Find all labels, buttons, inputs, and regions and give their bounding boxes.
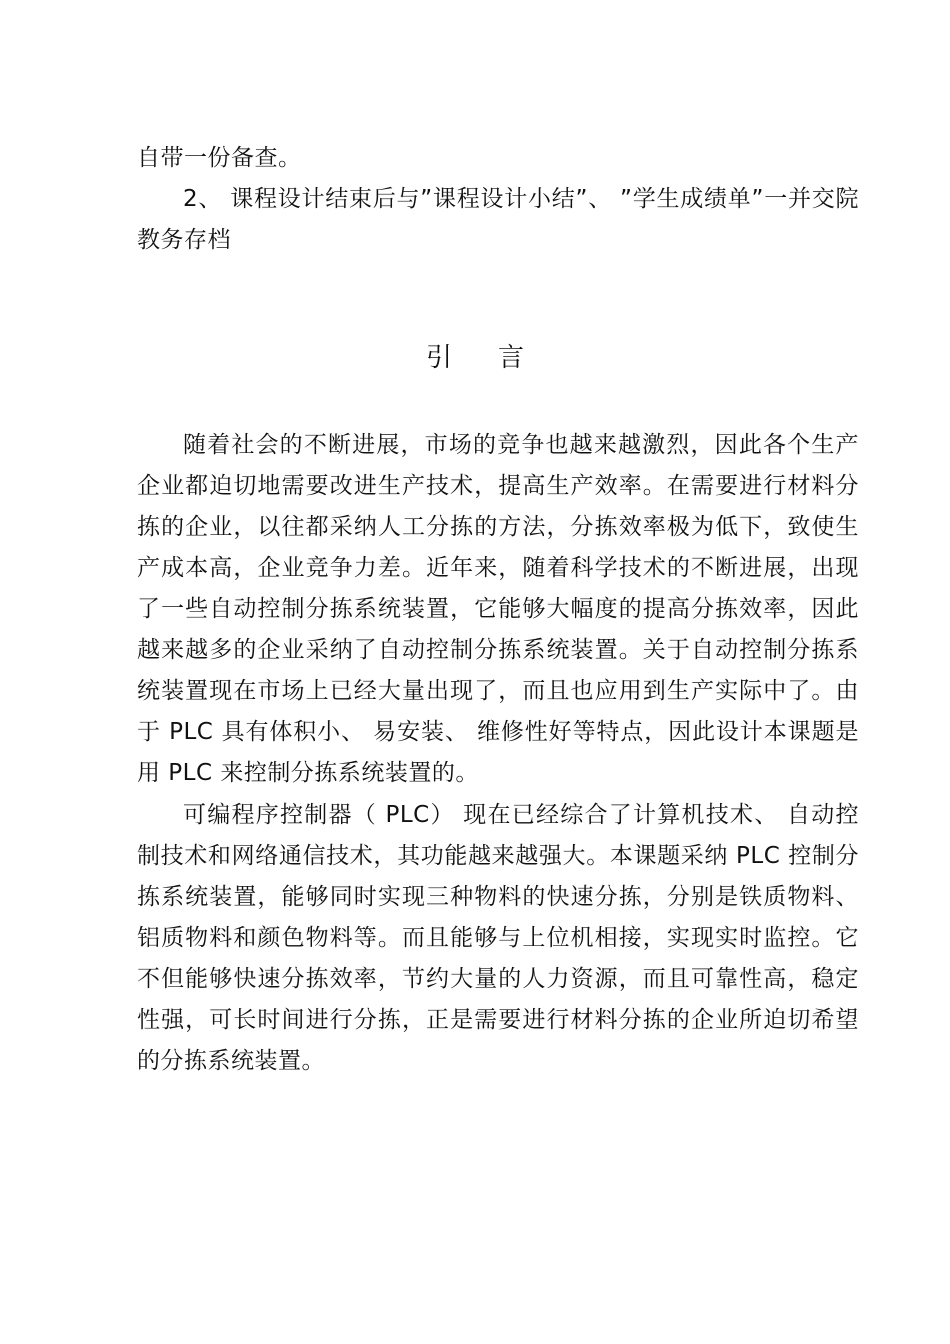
introduction-paragraph-2: 可编程序控制器（ PLC） 现在已经综合了计算机技术、 自动控制技术和网络通信技术，其功能越来越强大。本课题采纳 PLC 控制分拣系统装置，能够同时实现三种物料的快速分拣，分别是铁质物料、 铝质物料和颜色物料等。而且能够与上位机相接，实现实时监控。它不但能够快速分拣效率，节约大量的人力资源，而且可靠性高，稳定性强，可长时间进行分拣，正是需要进行材料分拣的企业所迫切希望的分拣系统装置。 [137, 802, 859, 1074]
list-item-2: 2、 课程设计结束后与”课程设计小结”、 ”学生成绩单”一并交院教务存档 [137, 186, 859, 253]
heading-char-2: 言 [498, 343, 525, 373]
heading-char-1: 引 [426, 343, 453, 373]
section-heading-introduction [0, 338, 950, 378]
continuation-line: 自带一份备查。 [137, 145, 302, 171]
introduction-paragraph-1: 随着社会的不断进展，市场的竞争也越来越激烈，因此各个生产企业都迫切地需要改进生产技术，提高生产效率。在需要进行材料分拣的企业，以往都采纳人工分拣的方法，分拣效率极为低下，致使生产成本高，企业竞争力差。近年来，随着科学技术的不断进展，出现了一些自动控制分拣系统装置，它能够大幅度的提高分拣效率，因此越来越多的企业采纳了自动控制分拣系统装置。关于自动控制分拣系统装置现在市场上已经大量出现了，而且也应用到生产实际中了。由于 PLC 具有体积小、 易安装、 维修性好等特点，因此设计本课题是用 PLC 来控制分拣系统装置的。 [137, 432, 859, 786]
